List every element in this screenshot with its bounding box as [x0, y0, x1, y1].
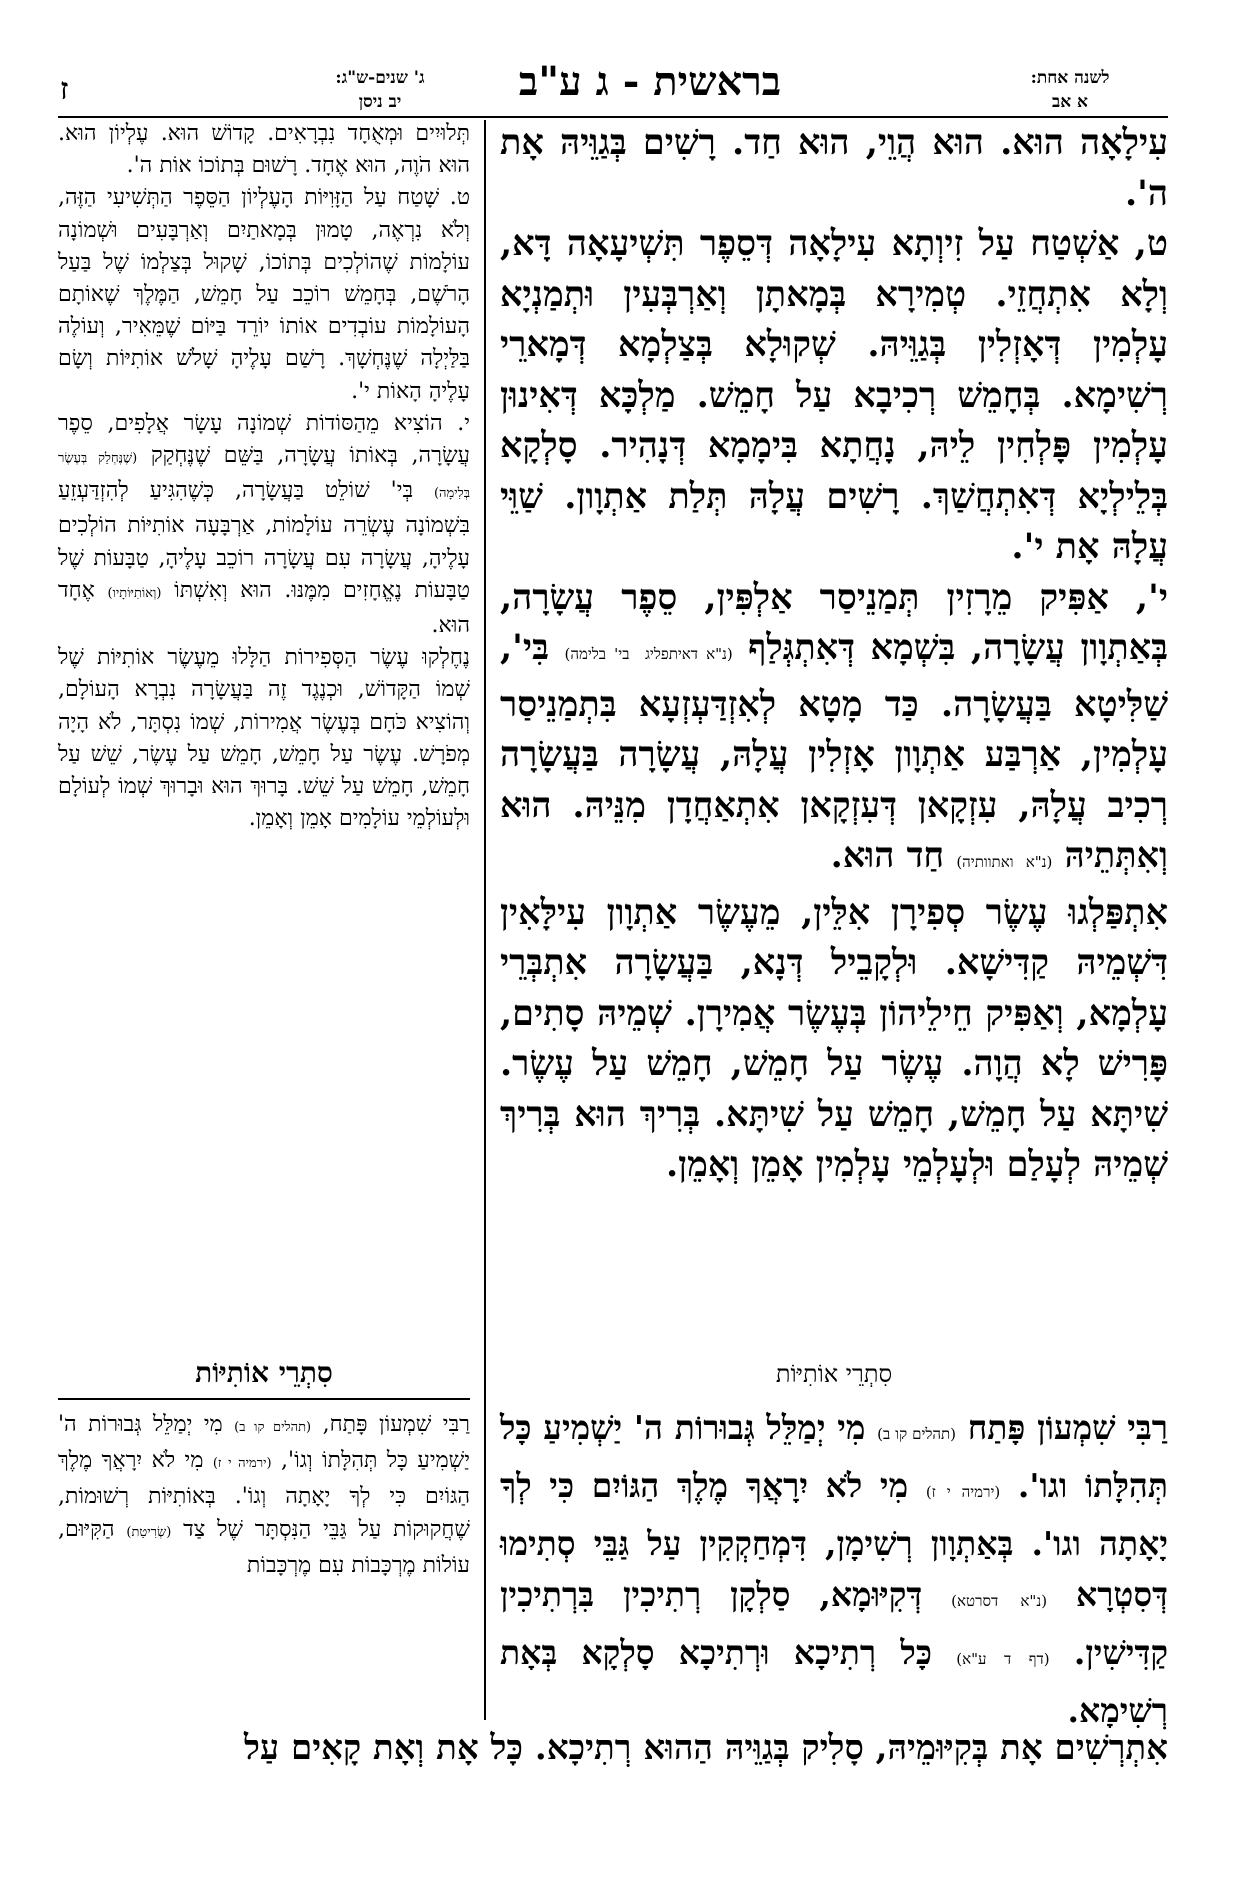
main2-part-d: דְּקִיּוּמָא, סַלְקָן רְתִיכִין בִּרְתִיכִין קַדִּישִׁין.	[500, 1575, 1168, 1672]
page-number: ז	[60, 72, 69, 107]
main2-part-b: מִי יְמַלֵּל גְּבוּרוֹת ה' יַשְׁמִיעַ כָּל תְּהִלָּתוֹ וגו'.	[500, 1408, 1169, 1505]
main2-note-2: (ירמיה י ז)	[925, 1483, 1001, 1501]
commentary-p3-note-2: (וְאוֹתִיּוֹתָיו)	[107, 585, 162, 601]
comm2-note-1: (תהלים קו ב)	[234, 1420, 312, 1435]
main-p3-note-4: ואתוותיה)	[956, 853, 1014, 871]
main-paragraph-3	[500, 573, 1168, 888]
main-section-paragraph	[500, 1402, 1168, 1736]
commentary-p3-part-a: י. הוֹצִיא מֵהַסּוֹדוֹת שְׁמוֹנָה עָשָׂר אֲלָפִים, סֵפֶר עֲשָׂרָה, בְּאוֹתוֹ עֲשָׂרָה, בַּשֵּׁם שֶׁנֶּחְקַק	[58, 410, 470, 469]
commentary-paragraph-3	[58, 408, 470, 642]
main-p3-part-c: חַד הוּא.	[830, 835, 945, 876]
main2-note-3: (נ"א דסרטא)	[951, 1592, 1048, 1610]
main2-part-c: מִי לֹא יִרָאֲךָ מֶלֶךְ הַגּוֹיִם כִּי לְךָ יָאָתָה וגו'. בְּאַתְוָון רְשִׁימָן, דִּמְחַקְקִין עַל גַּבֵּי סְתִימוּ דְּסִטְרָא	[500, 1466, 1168, 1614]
main-p3-note-3: (נ"א	[1025, 853, 1053, 871]
main-p3-part-a: י', אַפִּיק מֵרָזִין תְּמַנֵיסַר אַלְפִּין, סֵפֶר עֲשָׂרָה, בְּאַתְוָון עֲשָׂרָה, בִּשְׁמָא דְּאִתְגְּלַף	[500, 576, 1169, 668]
commentary-p3-part-b: בְּי' שׁוֹלֵט בַּעֲשָׂרָה, כְּשֶׁהִגִּיעַ לְהִזְדַּעְזֵעַ בִּשְׁמוֹנָה עֶשְׂרֵה עוֹלָמוֹת, אַרְבָּעָה אוֹתִיּוֹת הוֹלְכִים עָלֶיהָ, עֲשָׂרָה עִם עֲשָׂרָה רוֹכֵב עָלֶיהָ, טַבָּעוֹת שֶׁל טַבָּעוֹת נֶאֱחָזִים מִמֶּנּוּ. הוּא וְאִשְׁתּוֹ	[58, 478, 471, 603]
commentary-paragraph-4: נֶחֶלְקוּ עֶשֶׂר הַסְּפִירוֹת הַלָּלוּ מֵעֶשֶׂר אוֹתִיּוֹת שֶׁל שְׁמוֹ הַקָּדוֹשׁ, וּכְנֶגֶד זֶה בַּעֲשָׂרָה נִבְרָא הָעוֹלָם, וְהוֹצִיא כֹּחָם בְּעֶשֶׂר אֲמִירוֹת, שְׁמוֹ נִסְתָּר, לֹא הָיָה מְפֹרָשׁ. עֶשֶׂר עַל חָמֵשׁ, חָמֵשׁ עַל עֶשֶׂר, שֵׁשׁ עַל חָמֵשׁ, חָמֵשׁ עַל שֵׁשׁ. בָּרוּךְ הוּא וּבָרוּךְ שְׁמוֹ לְעוֹלָם וּלְעוֹלְמֵי עוֹלָמִים אָמֵן וְאָמֵן.	[58, 645, 470, 832]
commentary-paragraph-1: תְּלוּיִים וּמְאֻחָד נִבְרָאִים. קָדוֹשׁ הוּא. עֶלְיוֹן הוּא. הוּא הֹוֶה, הוּא אֶחָד. רָשׁוּם בְּתוֹכוֹ אוֹת ה'.	[58, 121, 470, 179]
commentary-section-paragraph	[58, 1408, 470, 1582]
main2-part-a: רַבִּי שִׁמְעוֹן פָּתַח	[967, 1408, 1168, 1447]
main-section-text	[500, 1402, 1168, 1736]
main-text-column	[500, 118, 1168, 1191]
commentary-column	[58, 118, 470, 835]
commentary-p3-note-1: (שֶׁנֶּחְלַק בְּעֶשֶׂר בְּלִימָה)	[58, 451, 470, 502]
bottom-full-width-line: אִתְרְשִׁים אָת בְּקִיּוּמֵיהּ, סָלִיק בְּגַוֵּיהּ הַהוּא רְתִיכָא. כָּל אָת וְאָת קָאִים עַל	[244, 1728, 1168, 1768]
comm2-part-c: מִי לֹא יִרָאֲךָ מֶלֶךְ הַגּוֹיִם כִּי לְךָ יָאָתָה וְגוֹ'. בְּאוֹתִיּוֹת רְשׁוּמוֹת, שֶׁחֲקוּקוֹת עַל גַּבֵּי הַנִּסְתָּר שֶׁל צַד	[58, 1448, 470, 1542]
header-left-line2: יב ניסן	[358, 92, 402, 112]
commentary-p3-part-c: אֶחָד הוּא.	[58, 577, 470, 639]
main-paragraph-2: ט, אַשְׁטַח עַל זִיוְתָא עִילָאָה דְּסֵפֶר תִּשְׁיעָאָה דָּא, וְלָא אִתְחֲזֵי. טְמִירָא בְּמָאתָן וְאַרְבְּעִין וּתְמַנְיָא עָלְמִין דְּאָזְלִין בְּגַוֵּיהּ. שְׁקוּלָא בְּצַלְמָא דְּמָארֵי רְשִׁימָא. בְּחָמֵשׁ רְכִיבָא עַל חָמֵשׁ. מַלְכָּא דְּאִינוּן עָלְמִין פָּלְחִין לֵיהּ, נָחֲתָא בִּימָמָא דְּנָהִיר. סָלְקָא בְּלֵילְיָא דְּאִתְחֲשַׁךְ. רָשִׁים עֲלָהּ תְּלַת אַתְוָון. שַׁוֵּי עֲלָהּ אָת י'.	[500, 223, 1168, 567]
main-paragraph-4: אִתְפַּלְגוּ עֶשֶׂר סְפִירָן אִלֵּין, מֵעֶשֶׂר אַתְוָון עִילָּאִין דִּשְׁמֵיהּ קַדִּישָׁא. וּלְקָבֵיל דְּנָא, בַּעֲשָׂרָה אִתְבְּרֵי עָלְמָא, וְאַפִּיק חֵילֵיהוֹן בְּעֶשֶׂר אֲמִירָן. שְׁמֵיהּ סָתִים, פָּרִישׁ לָא הֲוָה. עֶשֶׂר עַל חָמֵשׁ, חָמֵשׁ עַל עֶשֶׂר. שִׁיתָּא עַל חָמֵשׁ, חָמֵשׁ עַל שִׁיתָּא. בְּרִיךְ הוּא בְּרִיךְ שְׁמֵיהּ לְעָלַם וּלְעָלְמֵי עָלְמִין אָמֵן וְאָמֵן.	[500, 891, 1168, 1185]
comm2-part-b: מִי יְמַלֵּל גְּבוּרוֹת ה' יַשְׁמִיעַ כָּל תְּהִלָּתוֹ וְגוֹ',	[58, 1412, 470, 1473]
main2-part-e: כָּל רְתִיכָא וּרְתִיכָא סָלְקָא בְּאָת רְשִׁימָא.	[500, 1633, 1168, 1730]
commentary-section-heading: סִתְרֵי אוֹתִיּוֹת	[195, 1356, 333, 1389]
main-paragraph-1: עִילָאָה הוּא. הוּא הֲוֵי, הוּא חַד. רָשִׁים בְּגַוֵּיהּ אָת ה'.	[500, 122, 1168, 214]
column-divider	[484, 120, 486, 1720]
main-p3-part-b: בִּי', שַׁלִּיטָא בַּעֲשָׂרָה. כַּד מָטָא לְאִזְדַּעְזְעָא בִּתְמַנֵיסַר עָלְמִין, אַרְבַּע אַתְוָון אָזְלִין עֲלָהּ, עֲשָׂרָה בַּעֲשָׂרָה רְכִיב עֲלָהּ, עִזְקָאן דְּעִזְקָאן אִתְאַחֲדָן מִנֵּיהּ. הוּא וְאִתְּתֵיהּ	[500, 627, 1168, 876]
main-p3-note-2: בי' בלימה)	[564, 645, 630, 663]
commentary-section-text	[58, 1408, 470, 1582]
comm2-note-3: (שְׂרִיטַת)	[126, 1525, 172, 1540]
header-right-line2: א אב	[1052, 92, 1088, 112]
header-left-info	[290, 66, 470, 114]
comm2-note-2: (ירמיה י ז)	[212, 1456, 272, 1471]
comm2-part-a: רַבִּי שִׁמְעוֹן פָּתַח,	[322, 1412, 470, 1437]
commentary-paragraph-2: ט. שָׁטַח עַל הַזָּוִיּוֹת הָעֶלְיוֹן הַסֵּפֶר הַתְּשִׁיעִי הַזֶּה, וְלֹא נִרְאֶה, טָמוּן בְּמָאתַיִם וְאַרְבָּעִים וּשְׁמוֹנָה עוֹלָמוֹת שֶׁהוֹלְכִים בְּתוֹכוֹ, שָׁקוּל בְּצַלְמוֹ שֶׁל בַּעַל הָרֹשֶׁם, בְּחָמֵשׁ רוֹכֵב עַל חָמֵשׁ, הַמֶּלֶךְ שֶׁאוֹתָם הָעוֹלָמוֹת עוֹבְדִים אוֹתוֹ יוֹרֵד בַּיּוֹם שֶׁמֵּאִיר, וְעוֹלֶה בַּלַּיְלָה שֶׁנֶּחְשָׁךְ. רָשַׁם עָלֶיהָ שָׁלֹשׁ אוֹתִיּוֹת וְשָׂם עָלֶיהָ הָאוֹת י'.	[58, 185, 470, 404]
header-right-info	[980, 66, 1160, 114]
main2-note-4: (דף ד ע"א)	[956, 1650, 1050, 1668]
commentary-section-divider	[58, 1398, 470, 1400]
main-p3-note-1: (נ"א דאיתפליג	[644, 645, 733, 663]
page-title: בראשית - ג ע"ב	[518, 58, 782, 105]
comm2-part-d: הַקִּיּוּם, עוֹלוֹת מֶרְכָּבוֹת עִם מֶרְכָּבוֹת	[58, 1517, 470, 1578]
main2-note-1: (תהלים קו ב)	[877, 1425, 957, 1443]
header-right-line1: לשנה אחת:	[1030, 68, 1110, 88]
main-section-heading: סִתְרֵי אוֹתִיּוֹת	[775, 1360, 893, 1388]
header-left-line1: ג' שנים-ש"ג:	[335, 68, 425, 88]
